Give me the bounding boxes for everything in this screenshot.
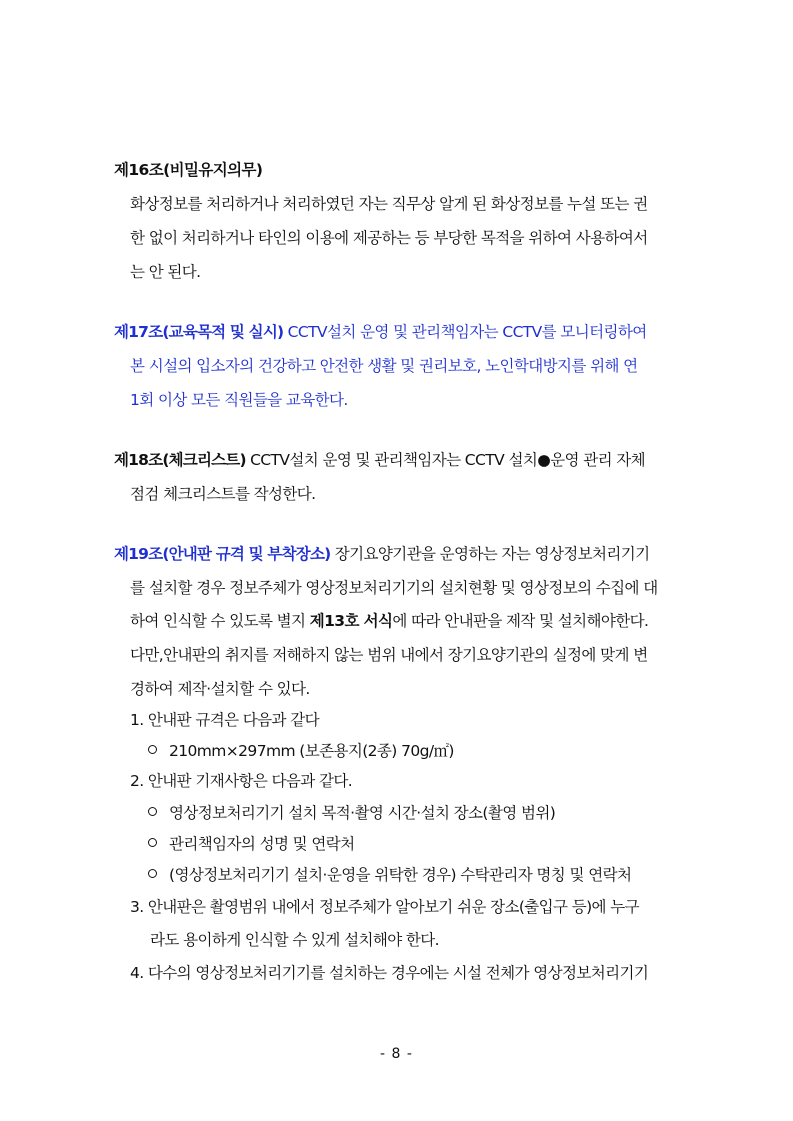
list-item-2-bullet-2 <box>148 834 354 854</box>
article-17-line-2: 본 시설의 입소자의 건강하고 안전한 생활 및 권리보호, 노인학대방지를 위해 연 <box>130 357 638 375</box>
article-16-line-3: 는 안 된다. <box>130 263 201 281</box>
form-13-reference: 제13호 서식 <box>309 612 393 630</box>
article-19-line-3 <box>130 611 648 631</box>
article-19-line-5: 경하여 제작·설치할 수 있다. <box>130 680 310 698</box>
article-16-line-1: 화상정보를 처리하거나 처리하였던 자는 직무상 알게 된 화상정보를 누설 또는 권 <box>130 195 648 213</box>
article-19-line-3-c: 에 따라 안내판을 제작 및 설치해야한다. <box>392 612 649 630</box>
article-19-line-2: 를 설치할 경우 정보주체가 영상정보처리기기의 설치현황 및 영상정보의 수집에 대 <box>130 579 658 597</box>
article-18-line-1: CCTV설치 운영 및 관리책임자는 CCTV 설치●운영 관리 자체 <box>250 451 646 469</box>
list-item-3: 3. 안내판은 촬영범위 내에서 정보주체가 알아보기 쉬운 장소(출입구 등)에 누구 <box>130 898 639 916</box>
article-16-heading: 제16조(비밀유지의무) <box>114 161 263 179</box>
article-17-line-1: CCTV설치 운영 및 관리책임자는 CCTV를 모니터링하여 <box>287 323 647 341</box>
list-item-2-bullet-3-text: (영상정보처리기기 설치·운영을 위탁한 경우) 수탁관리자 명칭 및 연락처 <box>169 866 632 884</box>
article-17-first-line <box>114 322 647 342</box>
article-19-first-line <box>114 544 650 564</box>
list-item-2-bullet-1-text: 영상정보처리기기 설치 목적·촬영 시간·설치 장소(촬영 범위) <box>169 804 556 822</box>
list-item-2: 2. 안내판 기재사항은 다음과 같다. <box>130 772 353 790</box>
article-19-line-4: 다만,안내판의 취지를 저해하지 않는 범위 내에서 장기요양기관의 실정에 맞게 변 <box>130 646 648 664</box>
page-number: - 8 - <box>380 1046 413 1062</box>
circle-bullet-icon <box>148 745 157 754</box>
article-19-heading: 제19조(안내판 규격 및 부착장소) <box>114 545 331 563</box>
article-17-line-3: 1회 이상 모든 직원들을 교육한다. <box>130 391 348 409</box>
article-18-heading: 제18조(체크리스트) <box>114 451 246 469</box>
circle-bullet-icon <box>148 869 157 878</box>
article-16-line-2: 한 없이 처리하거나 타인의 이용에 제공하는 등 부당한 목적을 위하여 사용하여서 <box>130 229 648 247</box>
article-17-heading: 제17조(교육목적 및 실시) <box>114 323 284 341</box>
list-item-3-continued: 라도 용이하게 인식할 수 있게 설치해야 한다. <box>150 931 440 949</box>
circle-bullet-icon <box>148 838 157 847</box>
article-19-line-3-a: 하여 인식할 수 있도록 별지 <box>130 612 310 630</box>
article-19-line-1: 장기요양기관을 운영하는 자는 영상정보처리기기 <box>334 545 650 563</box>
list-item-4: 4. 다수의 영상정보처리기기를 설치하는 경우에는 시설 전체가 영상정보처리기기 <box>130 964 649 982</box>
list-item-1: 1. 안내판 규격은 다음과 같다 <box>130 711 320 729</box>
article-18-line-2: 점검 체크리스트를 작성한다. <box>130 485 316 503</box>
list-item-1-bullet-1-text: 210mm×297mm (보존용지(2종) 70g/㎡) <box>169 742 454 760</box>
list-item-2-bullet-3 <box>148 865 631 885</box>
list-item-2-bullet-2-text: 관리책임자의 성명 및 연락처 <box>169 835 355 853</box>
list-item-2-bullet-1 <box>148 803 555 823</box>
article-18-first-line <box>114 450 645 470</box>
list-item-1-bullet-1 <box>148 741 454 761</box>
circle-bullet-icon <box>148 807 157 816</box>
